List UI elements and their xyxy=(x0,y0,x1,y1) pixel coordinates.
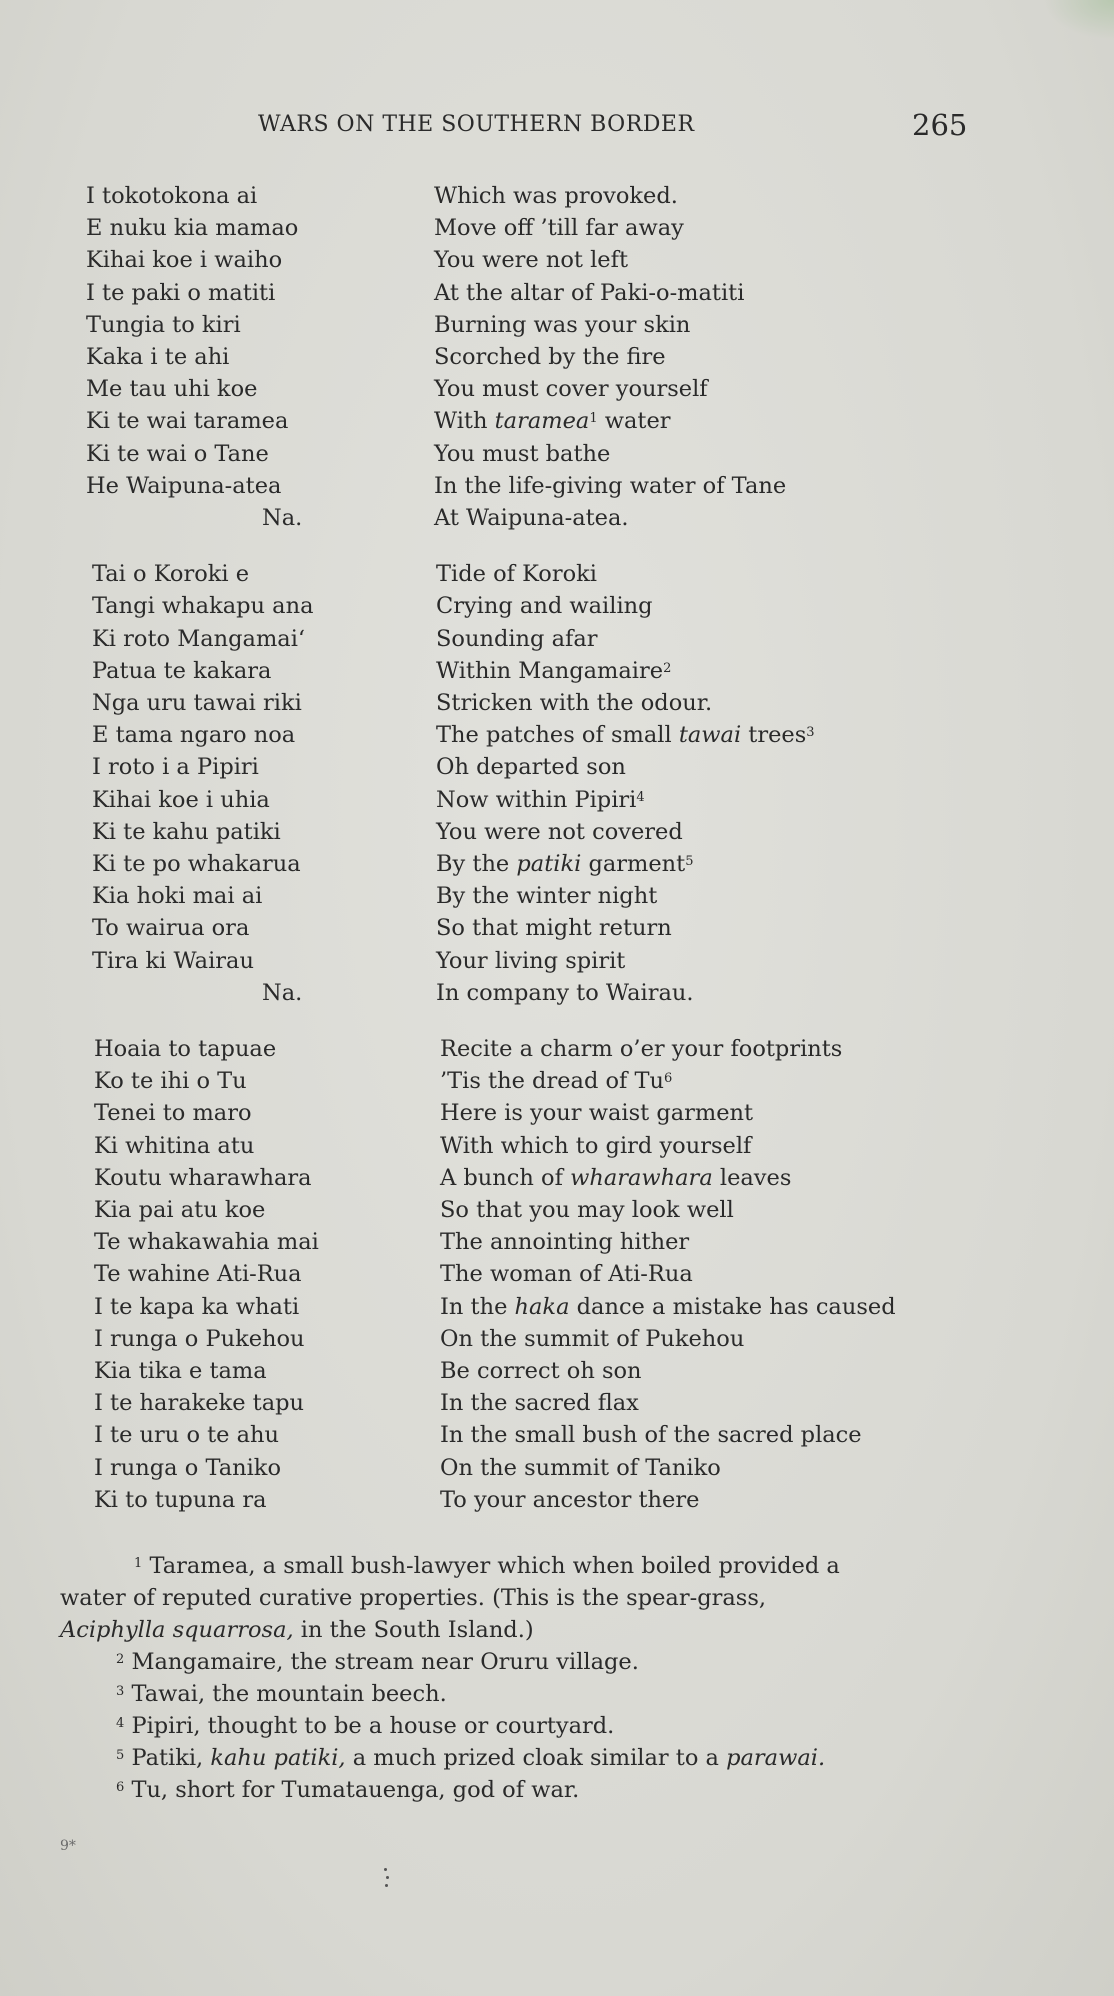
poem-line xyxy=(0,277,1114,309)
poem-line xyxy=(0,912,1114,944)
maori-line: Kihai koe i uhia xyxy=(92,786,270,813)
maori-line: I te paki o matiti xyxy=(86,279,276,306)
poem-line xyxy=(0,945,1114,977)
english-line: On the summit of Pukehou xyxy=(440,1325,745,1352)
poem-line xyxy=(0,1130,1114,1162)
signature-mark: 9* xyxy=(60,1838,76,1854)
english-line: Crying and wailing xyxy=(436,593,653,620)
poem-line xyxy=(0,1258,1114,1290)
english-line: Burning was your skin xyxy=(434,311,691,338)
poem-line xyxy=(0,1452,1114,1484)
maori-line: Me tau uhi koe xyxy=(86,376,258,403)
maori-line: Tai o Koroki e xyxy=(92,561,250,588)
maori-line: Te whakawahia mai xyxy=(94,1229,319,1256)
poem-line xyxy=(0,558,1114,590)
english-line: So that might return xyxy=(436,915,672,942)
poem-line xyxy=(0,1162,1114,1194)
poem-line xyxy=(0,1194,1114,1226)
english-line: So that you may look well xyxy=(440,1197,734,1223)
maori-line: Kia tika e tama xyxy=(94,1358,267,1384)
english-line: In the sacred flax xyxy=(440,1390,639,1417)
maori-line: Tenei to maro xyxy=(94,1100,252,1127)
maori-line: Na. xyxy=(262,505,303,531)
english-line: At the altar of Paki-o-matiti xyxy=(434,279,745,306)
footnote-4: $^4$ Pipiri, thought to be a house or courtyard. xyxy=(116,1713,615,1739)
maori-line: Nga uru tawai riki xyxy=(92,690,302,716)
poem-line xyxy=(0,244,1114,276)
english-line: You were not left xyxy=(434,247,628,274)
poem-line xyxy=(0,848,1114,880)
english-line: Now within Pipiri$^4$ xyxy=(436,786,645,813)
maori-line: He Waipuna-atea xyxy=(86,472,282,499)
footnote-1-cont: water of reputed curative properties. (This is the spear-grass, xyxy=(60,1585,767,1611)
poem-line xyxy=(0,784,1114,816)
english-line: Oh departed son xyxy=(436,754,626,781)
english-line: Stricken with the odour. xyxy=(436,690,713,716)
maori-line: Ki te wai taramea xyxy=(86,408,289,435)
poem-line xyxy=(0,1065,1114,1097)
poem-line xyxy=(0,405,1114,437)
english-line: On the summit of Taniko xyxy=(440,1454,721,1481)
maori-line: Koutu wharawhara xyxy=(94,1164,312,1191)
poem-line xyxy=(0,687,1114,719)
maori-line: Ki to tupuna ra xyxy=(94,1486,267,1513)
poem-line xyxy=(0,212,1114,244)
poem-line xyxy=(0,816,1114,848)
poem-line xyxy=(0,590,1114,622)
english-line: With which to gird yourself xyxy=(440,1132,752,1159)
english-line: By the winter night xyxy=(436,883,658,910)
maori-line: Tangi whakapu ana xyxy=(92,593,314,620)
maori-line: Ki roto Mangamai‘ xyxy=(92,625,306,652)
footnote-1-cont2: Aciphylla squarrosa, in the South Island.) xyxy=(60,1617,534,1643)
page-stain xyxy=(1044,0,1114,40)
maori-line: Te wahine Ati-Rua xyxy=(94,1261,302,1288)
maori-line: Tungia to kiri xyxy=(86,311,241,338)
english-line: Here is your waist garment xyxy=(440,1100,754,1127)
poem-line xyxy=(0,623,1114,655)
english-line: Scorched by the fire xyxy=(434,344,666,370)
poem-line xyxy=(0,1484,1114,1516)
english-line: You were not covered xyxy=(436,818,683,845)
poem-line xyxy=(0,1387,1114,1419)
english-line: In the life-giving water of Tane xyxy=(434,472,787,499)
maori-line: Tira ki Wairau xyxy=(92,947,254,974)
maori-line: I te uru o te ahu xyxy=(94,1422,280,1449)
poem-line xyxy=(0,719,1114,751)
maori-line: Na. xyxy=(262,979,303,1006)
footnote-5: $^5$ Patiki, kahu patiki, a much prized cloak similar to a parawai. xyxy=(116,1745,826,1771)
maori-line: Kia hoki mai ai xyxy=(92,883,263,910)
maori-line: Kia pai atu koe xyxy=(94,1197,266,1223)
poem-line xyxy=(0,180,1114,212)
page-header xyxy=(0,108,1114,148)
poem-line xyxy=(0,655,1114,687)
english-line: Sounding afar xyxy=(436,625,598,652)
poem-line xyxy=(0,977,1114,1009)
english-line: Recite a charm o’er your footprints xyxy=(440,1036,843,1062)
maori-line: Hoaia to tapuae xyxy=(94,1036,277,1062)
maori-line: I runga o Taniko xyxy=(94,1454,281,1481)
poem-line xyxy=(0,1097,1114,1129)
footnote-2: $^2$ Mangamaire, the stream near Oruru village. xyxy=(116,1649,639,1675)
english-line: In the haka dance a mistake has caused xyxy=(440,1293,896,1320)
poem-line xyxy=(0,438,1114,470)
poem-line xyxy=(0,470,1114,502)
english-line: Tide of Koroki xyxy=(436,561,597,588)
maori-line: I te kapa ka whati xyxy=(94,1293,300,1320)
poem-line xyxy=(0,309,1114,341)
maori-line: E tama ngaro noa xyxy=(92,722,296,749)
footnotes xyxy=(60,1550,990,1806)
footnote-6: $^6$ Tu, short for Tumatauenga, god of war. xyxy=(116,1777,580,1803)
english-line: The woman of Ati-Rua xyxy=(440,1261,693,1288)
english-line: The patches of small tawai trees$^3$ xyxy=(436,722,815,749)
maori-line: To wairua ora xyxy=(92,915,250,942)
maori-line: Kaka i te ahi xyxy=(86,344,230,370)
english-line: You must bathe xyxy=(434,440,611,467)
poem-line xyxy=(0,1355,1114,1387)
maori-line: Ki te wai o Tane xyxy=(86,440,269,467)
english-line: To your ancestor there xyxy=(440,1486,700,1513)
poem-line xyxy=(0,1291,1114,1323)
maori-line: Ki whitina atu xyxy=(94,1132,255,1159)
english-line: You must cover yourself xyxy=(434,376,708,403)
english-line: Be correct oh son xyxy=(440,1358,642,1384)
maori-line: Ko te ihi o Tu xyxy=(94,1068,247,1095)
footnote-1: $^1$ Taramea, a small bush-lawyer which when boiled provided a xyxy=(134,1553,840,1579)
poem-line xyxy=(0,1419,1114,1451)
english-line: At Waipuna-atea. xyxy=(434,505,629,531)
maori-line: Kihai koe i waiho xyxy=(86,247,283,274)
poem-line xyxy=(0,1323,1114,1355)
english-line: In the small bush of the sacred place xyxy=(440,1422,862,1449)
maori-line: Patua te kakara xyxy=(92,657,272,684)
poem-line xyxy=(0,502,1114,534)
poem-line xyxy=(0,341,1114,373)
english-line: Move off ’till far away xyxy=(434,215,684,242)
running-head: WARS ON THE SOUTHERN BORDER xyxy=(258,112,695,137)
maori-line: Ki te po whakarua xyxy=(92,851,301,877)
maori-line: E nuku kia mamao xyxy=(86,215,299,242)
poem-line xyxy=(0,751,1114,783)
poem-line xyxy=(0,373,1114,405)
poem-line xyxy=(0,1226,1114,1258)
english-line: Within Mangamaire$^2$ xyxy=(436,657,672,684)
maori-line: I tokotokona ai xyxy=(86,183,258,209)
english-line: Your living spirit xyxy=(436,947,626,974)
poem-line xyxy=(0,1033,1114,1065)
maori-line: I roto i a Pipiri xyxy=(92,754,259,781)
maori-line: I te harakeke tapu xyxy=(94,1390,305,1417)
poem-line xyxy=(0,880,1114,912)
english-line: Which was provoked. xyxy=(434,183,678,209)
english-line: In company to Wairau. xyxy=(436,979,694,1006)
maori-line: I runga o Pukehou xyxy=(94,1325,305,1352)
footnote-3: $^3$ Tawai, the mountain beech. xyxy=(116,1681,447,1707)
english-line: By the patiki garment$^5$ xyxy=(436,851,694,877)
english-line: With taramea$^1$ water xyxy=(434,408,671,435)
english-line: A bunch of wharawhara leaves xyxy=(440,1164,792,1191)
maori-line: Ki te kahu patiki xyxy=(92,818,281,845)
page-number: 265 xyxy=(912,108,968,142)
english-line: The annointing hither xyxy=(440,1229,690,1256)
english-line: ’Tis the dread of Tu$^6$ xyxy=(440,1068,673,1095)
